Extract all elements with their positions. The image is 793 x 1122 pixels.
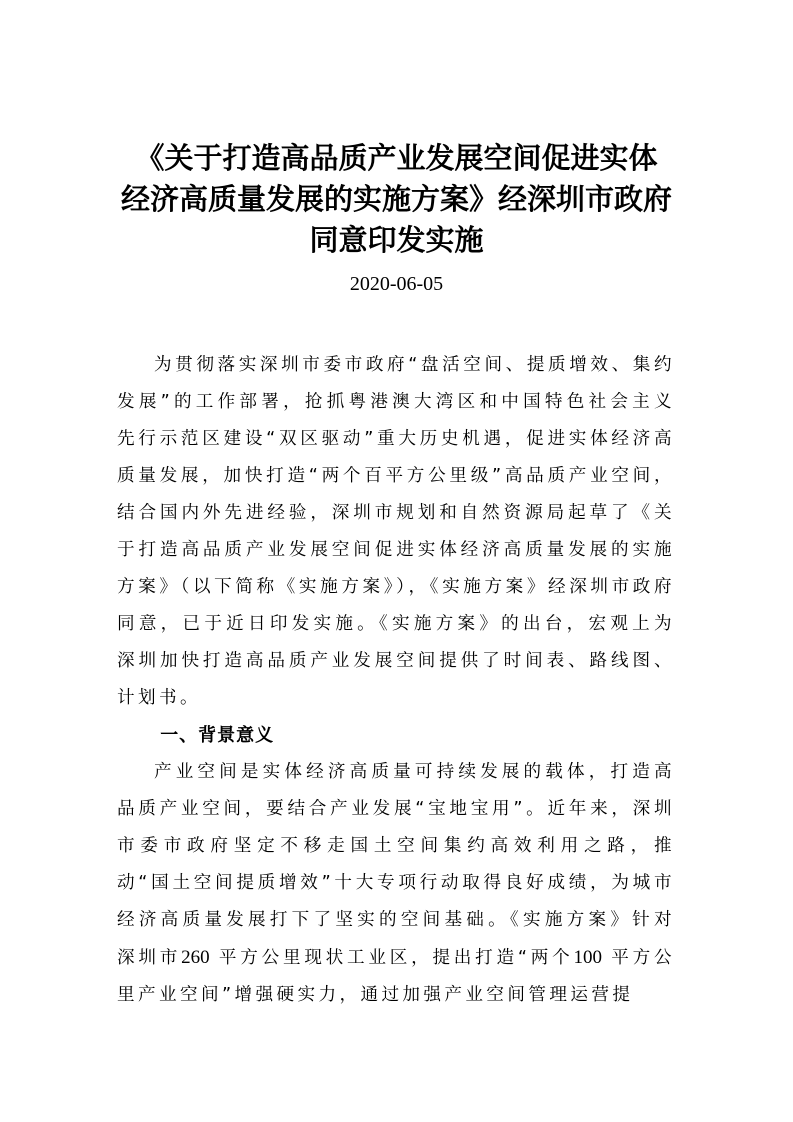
area-100-value: 100: [573, 947, 602, 968]
title-line-1: 《关于打造高品质产业发展空间促进实体: [135, 141, 658, 175]
section-heading-background: 一、背景意义: [160, 725, 275, 746]
background-text-part-1: 产业空间是实体经济高质量可持续发展的载体，打造高品质产业空间，要结合产业发展“宝地宝用”。近年来，深圳市委市政府坚定不移走国土空间集约高效利用之路，推动“国土空间提质增效”十大专项行动取得良好成绩，为城市经济高质量发展打下了坚实的空间基础。《实施方案》针对深圳市: [117, 762, 675, 968]
publish-date: 2020-06-05: [349, 273, 444, 295]
document-body: [117, 347, 675, 1014]
title-line-3: 同意印发实施: [309, 223, 484, 257]
background-paragraph: [117, 754, 675, 1014]
area-260-value: 260: [181, 947, 210, 968]
document-title: [100, 138, 693, 261]
intro-paragraph: 为贯彻落实深圳市委市政府“盘活空间、提质增效、集约发展”的工作部署，抢抓粤港澳大湾区和中国特色社会主义先行示范区建设“双区驱动”重大历史机遇，促进实体经济高质量发展，加快打造“两个百平方公里级”高品质产业空间，结合国内外先进经验，深圳市规划和自然资源局起草了《关于打造高品质产业发展空间促进实体经济高质量发展的实施方案》（以下简称《实施方案》），《实施方案》经深圳市政府同意，已于近日印发实施。《实施方案》的出台，宏观上为深圳加快打造高品质产业发展空间提供了时间表、路线图、计划书。: [117, 355, 675, 708]
title-line-2: 经济高质量发展的实施方案》经深圳市政府: [120, 182, 672, 216]
background-text-part-3: 平方公里现状工业区，提出打造“两个: [218, 948, 574, 968]
background-text-part-5: 平方公里产业空间”增强硬实力，通过加强产业空间管理运营提: [117, 948, 675, 1005]
